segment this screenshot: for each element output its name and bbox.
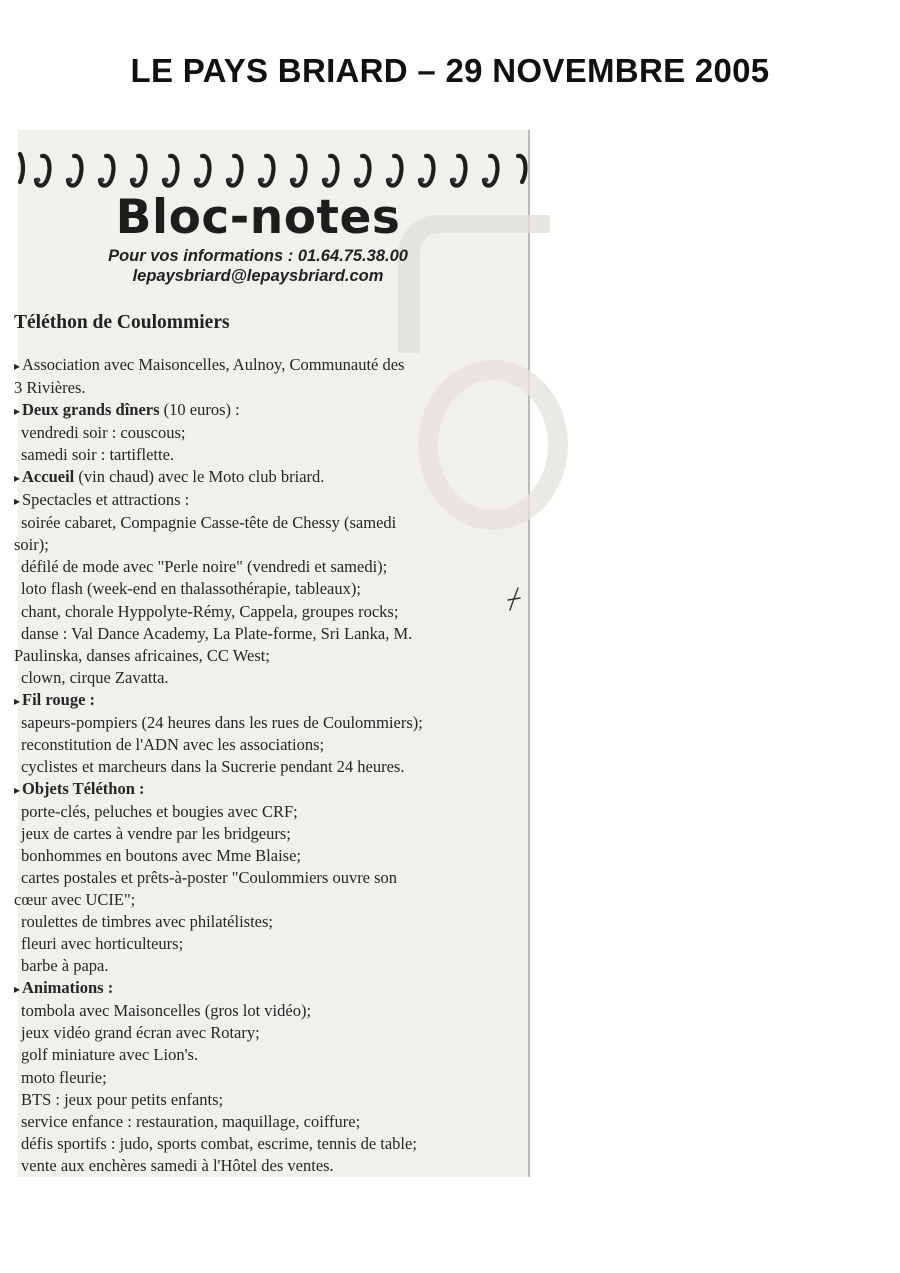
intro-line: 3 Rivières. xyxy=(14,378,86,398)
list-item: vendredi soir : couscous; xyxy=(21,423,186,443)
list-item: défis sportifs : judo, sports combat, escrime, tennis de table; xyxy=(21,1133,417,1153)
list-item: cyclistes et marcheurs dans la Sucrerie pendant 24 heures. xyxy=(21,756,405,776)
list-item: roulettes de timbres avec philatélistes; xyxy=(21,912,274,932)
list-item: BTS : jeux pour petits enfants; xyxy=(21,1089,224,1109)
list-item: samedi soir : tartiflette. xyxy=(21,445,175,465)
list-item: sapeurs-pompiers (24 heures dans les rues de Coulommiers); xyxy=(21,712,423,732)
article-body xyxy=(14,310,524,1177)
triangle-bullet-icon: ▸ xyxy=(14,404,21,419)
triangle-bullet-icon: ▸ xyxy=(14,693,21,708)
list-item: moto fleurie; xyxy=(21,1067,107,1087)
list-item: jeux vidéo grand écran avec Rotary; xyxy=(21,1023,260,1043)
list-item: chant, chorale Hyppolyte-Rémy, Cappela, groupes rocks; xyxy=(21,601,399,621)
masthead-title: Bloc-notes xyxy=(115,190,401,245)
triangle-bullet-icon: ▸ xyxy=(14,782,21,797)
list-item: jeux de cartes à vendre par les bridgeurs; xyxy=(21,823,291,843)
article-title: Téléthon de Coulommiers xyxy=(14,312,230,333)
masthead-phone: Pour vos informations : 01.64.75.38.00 xyxy=(108,247,408,265)
triangle-bullet-icon: ▸ xyxy=(14,359,21,373)
list-item: danse : Val Dance Academy, La Plate-forme, Sri Lanka, M. xyxy=(21,623,413,643)
bloc-notes-masthead xyxy=(18,190,498,286)
list-item: porte-clés, peluches et bougies avec CRF; xyxy=(21,801,298,821)
pen-mark-icon xyxy=(504,586,524,616)
section-heading: ▸ Deux grands dîners (10 euros) : xyxy=(14,399,524,422)
list-item: bonhommes en boutons avec Mme Blaise; xyxy=(21,846,301,866)
section-heading: ▸ Animations : xyxy=(14,977,524,1000)
newspaper-clipping xyxy=(14,130,530,1177)
masthead-email: lepaysbriard@lepaysbriard.com xyxy=(132,267,384,285)
list-item: reconstitution de l'ADN avec les associations; xyxy=(21,734,325,754)
list-item: Paulinska, danses africaines, CC West; xyxy=(14,645,270,665)
section-heading: ▸ Fil rouge : xyxy=(14,689,524,712)
list-item: défilé de mode avec "Perle noire" (vendredi et samedi); xyxy=(21,557,388,577)
page-title: LE PAYS BRIARD – 29 NOVEMBRE 2005 xyxy=(130,52,770,89)
section-heading: ▸ Spectacles et attractions : xyxy=(14,489,524,512)
intro-line: ▸ Association avec Maisoncelles, Aulnoy, Communauté des xyxy=(14,354,524,377)
list-item: barbe à papa. xyxy=(21,956,109,976)
list-item: cartes postales et prêts-à-poster "Coulommiers ouvre son xyxy=(21,868,398,888)
list-item: fleuri avec horticulteurs; xyxy=(21,934,184,954)
list-item: service enfance : restauration, maquillage, coiffure; xyxy=(21,1111,361,1131)
list-item: golf miniature avec Lion's. xyxy=(21,1045,199,1065)
list-item: soir); xyxy=(14,535,49,555)
list-item: vente aux enchères samedi à l'Hôtel des ventes. xyxy=(21,1155,334,1175)
list-item: clown, cirque Zavatta. xyxy=(21,667,169,687)
section-heading: ▸ Accueil (vin chaud) avec le Moto club briard. xyxy=(14,466,524,489)
list-item: tombola avec Maisoncelles (gros lot vidéo); xyxy=(21,1001,312,1021)
list-item: cœur avec UCIE"; xyxy=(14,890,136,910)
triangle-bullet-icon: ▸ xyxy=(14,471,21,486)
triangle-bullet-icon: ▸ xyxy=(14,494,21,509)
list-item: loto flash (week-end en thalassothérapie, tableaux); xyxy=(21,579,361,599)
section-heading: ▸ Objets Téléthon : xyxy=(14,778,524,801)
triangle-bullet-icon: ▸ xyxy=(14,982,21,997)
list-item: soirée cabaret, Compagnie Casse-tête de Chessy (samedi xyxy=(21,513,397,533)
